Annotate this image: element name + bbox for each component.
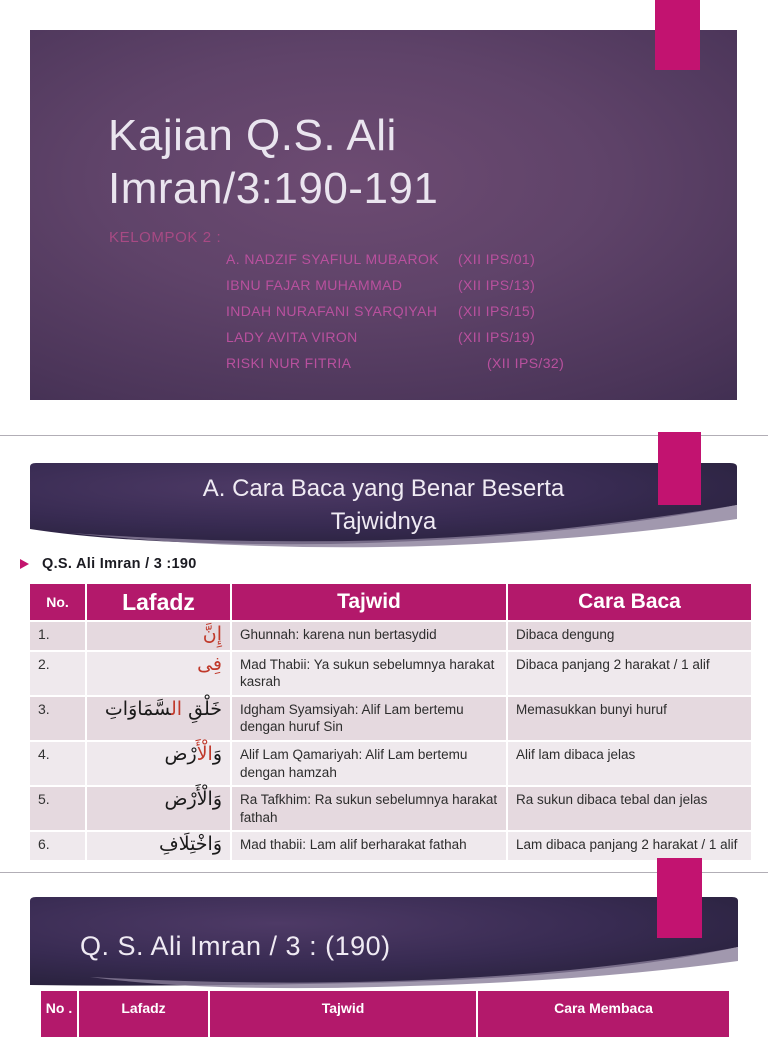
bottom-table bbox=[41, 991, 729, 1039]
arabic-text-segment: وَاخْتِلَافِ bbox=[159, 833, 222, 856]
member-class-code: (XII IPS/13) bbox=[458, 277, 536, 293]
tajwid-cell: Mad Thabii: Ya sukun sebelumnya harakat kasrah bbox=[232, 652, 506, 695]
bullet-line bbox=[20, 556, 197, 572]
row-number-cell: 6. bbox=[30, 832, 85, 860]
table-row bbox=[30, 787, 751, 830]
column-header: Lafadz bbox=[79, 991, 208, 1037]
table-row bbox=[30, 622, 751, 650]
member-class-code: (XII IPS/15) bbox=[458, 303, 536, 319]
column-header: Lafadz bbox=[87, 584, 230, 620]
tajwid-cell: Ghunnah: karena nun bertasydid bbox=[232, 622, 506, 650]
member-name: LADY AVITA VIRON bbox=[226, 329, 358, 345]
table-row bbox=[30, 652, 751, 695]
page-separator bbox=[0, 872, 768, 873]
pink-accent-rectangle bbox=[655, 0, 700, 70]
table-row bbox=[30, 697, 751, 740]
row-number-cell: 3. bbox=[30, 697, 85, 740]
member-row bbox=[226, 355, 696, 381]
arabic-text-segment: رْض bbox=[164, 743, 197, 766]
member-name: INDAH NURAFANI SYARQIYAH bbox=[226, 303, 438, 319]
cara-baca-cell: Ra sukun dibaca tebal dan jelas bbox=[508, 787, 751, 830]
pink-accent-rectangle bbox=[657, 858, 702, 938]
tajwid-cell: Idgham Syamsiyah: Alif Lam bertemu dengan huruf Sin bbox=[232, 697, 506, 740]
lafadz-arabic-cell bbox=[87, 742, 230, 785]
member-row bbox=[226, 329, 696, 355]
lafadz-arabic-cell bbox=[87, 622, 230, 650]
member-name: RISKI NUR FITRIA bbox=[226, 355, 352, 371]
arabic-text-segment: وَ bbox=[212, 743, 222, 766]
tajwid-cell: Mad thabii: Lam alif berharakat fathah bbox=[232, 832, 506, 860]
arabic-text-segment: وَالْ bbox=[196, 788, 222, 811]
slide-1-title: Kajian Q.S. Ali Imran/3:190-191 bbox=[108, 111, 439, 213]
bullet-text: Q.S. Ali Imran / 3 :190 bbox=[42, 556, 197, 572]
arabic-text-segment: سَّمَاوَاتِ bbox=[104, 697, 171, 720]
tajwid-cell: Alif Lam Qamariyah: Alif Lam bertemu dengan hamzah bbox=[232, 742, 506, 785]
slide-2-header-banner bbox=[30, 463, 737, 551]
bottom-table-header bbox=[41, 991, 729, 1037]
arabic-text-segment: ال bbox=[171, 697, 183, 720]
arabic-text-segment: خَلْقِ bbox=[182, 697, 222, 720]
page-separator bbox=[0, 435, 768, 436]
arabic-text-segment: إِنَّ bbox=[202, 623, 222, 645]
row-number-cell: 2. bbox=[30, 652, 85, 695]
member-list bbox=[226, 251, 696, 381]
lafadz-arabic-cell bbox=[87, 787, 230, 830]
member-class-code: (XII IPS/01) bbox=[458, 251, 536, 267]
table-row bbox=[30, 742, 751, 785]
member-class-code: (XII IPS/19) bbox=[458, 329, 536, 345]
column-header: No. bbox=[30, 584, 85, 620]
cara-baca-cell: Memasukkan bunyi huruf bbox=[508, 697, 751, 740]
tajwid-table bbox=[30, 584, 751, 862]
cara-baca-cell: Dibaca panjang 2 harakat / 1 alif bbox=[508, 652, 751, 695]
lafadz-arabic-cell bbox=[87, 697, 230, 740]
pink-accent-rectangle bbox=[658, 432, 701, 505]
lafadz-arabic-cell bbox=[87, 832, 230, 860]
member-name: A. NADZIF SYAFIUL MUBAROK bbox=[226, 251, 440, 267]
cara-baca-cell: Lam dibaca panjang 2 harakat / 1 alif bbox=[508, 832, 751, 860]
slide-1-subtitle: KELOMPOK 2 : bbox=[109, 229, 222, 246]
arabic-text-segment: رْض bbox=[164, 788, 197, 811]
column-header: Cara Baca bbox=[508, 584, 751, 620]
column-header: Cara Membaca bbox=[478, 991, 729, 1037]
row-number-cell: 1. bbox=[30, 622, 85, 650]
member-row bbox=[226, 251, 696, 277]
slide-3-title: Q. S. Ali Imran / 3 : (190) bbox=[80, 931, 391, 961]
member-class-code: (XII IPS/32) bbox=[487, 355, 565, 371]
table-row bbox=[30, 832, 751, 860]
member-row bbox=[226, 303, 696, 329]
column-header: Tajwid bbox=[210, 991, 476, 1037]
member-name: IBNU FAJAR MUHAMMAD bbox=[226, 277, 403, 293]
arabic-text-segment: فِى bbox=[197, 652, 222, 675]
column-header: Tajwid bbox=[232, 584, 506, 620]
row-number-cell: 4. bbox=[30, 742, 85, 785]
bullet-triangle-icon bbox=[20, 559, 29, 569]
tajwid-cell: Ra Tafkhim: Ra sukun sebelumnya harakat fathah bbox=[232, 787, 506, 830]
row-number-cell: 5. bbox=[30, 787, 85, 830]
lafadz-arabic-cell bbox=[87, 652, 230, 695]
tajwid-table-header bbox=[30, 584, 751, 620]
arabic-text-segment: الْأَ bbox=[196, 743, 213, 766]
slide-2-title: A. Cara Baca yang Benar Beserta Tajwidnya bbox=[202, 475, 565, 536]
column-header: No . bbox=[41, 991, 77, 1037]
cara-baca-cell: Alif lam dibaca jelas bbox=[508, 742, 751, 785]
member-row bbox=[226, 277, 696, 303]
cara-baca-cell: Dibaca dengung bbox=[508, 622, 751, 650]
slide-3-header-banner bbox=[30, 897, 738, 990]
tajwid-table-body bbox=[30, 622, 751, 860]
